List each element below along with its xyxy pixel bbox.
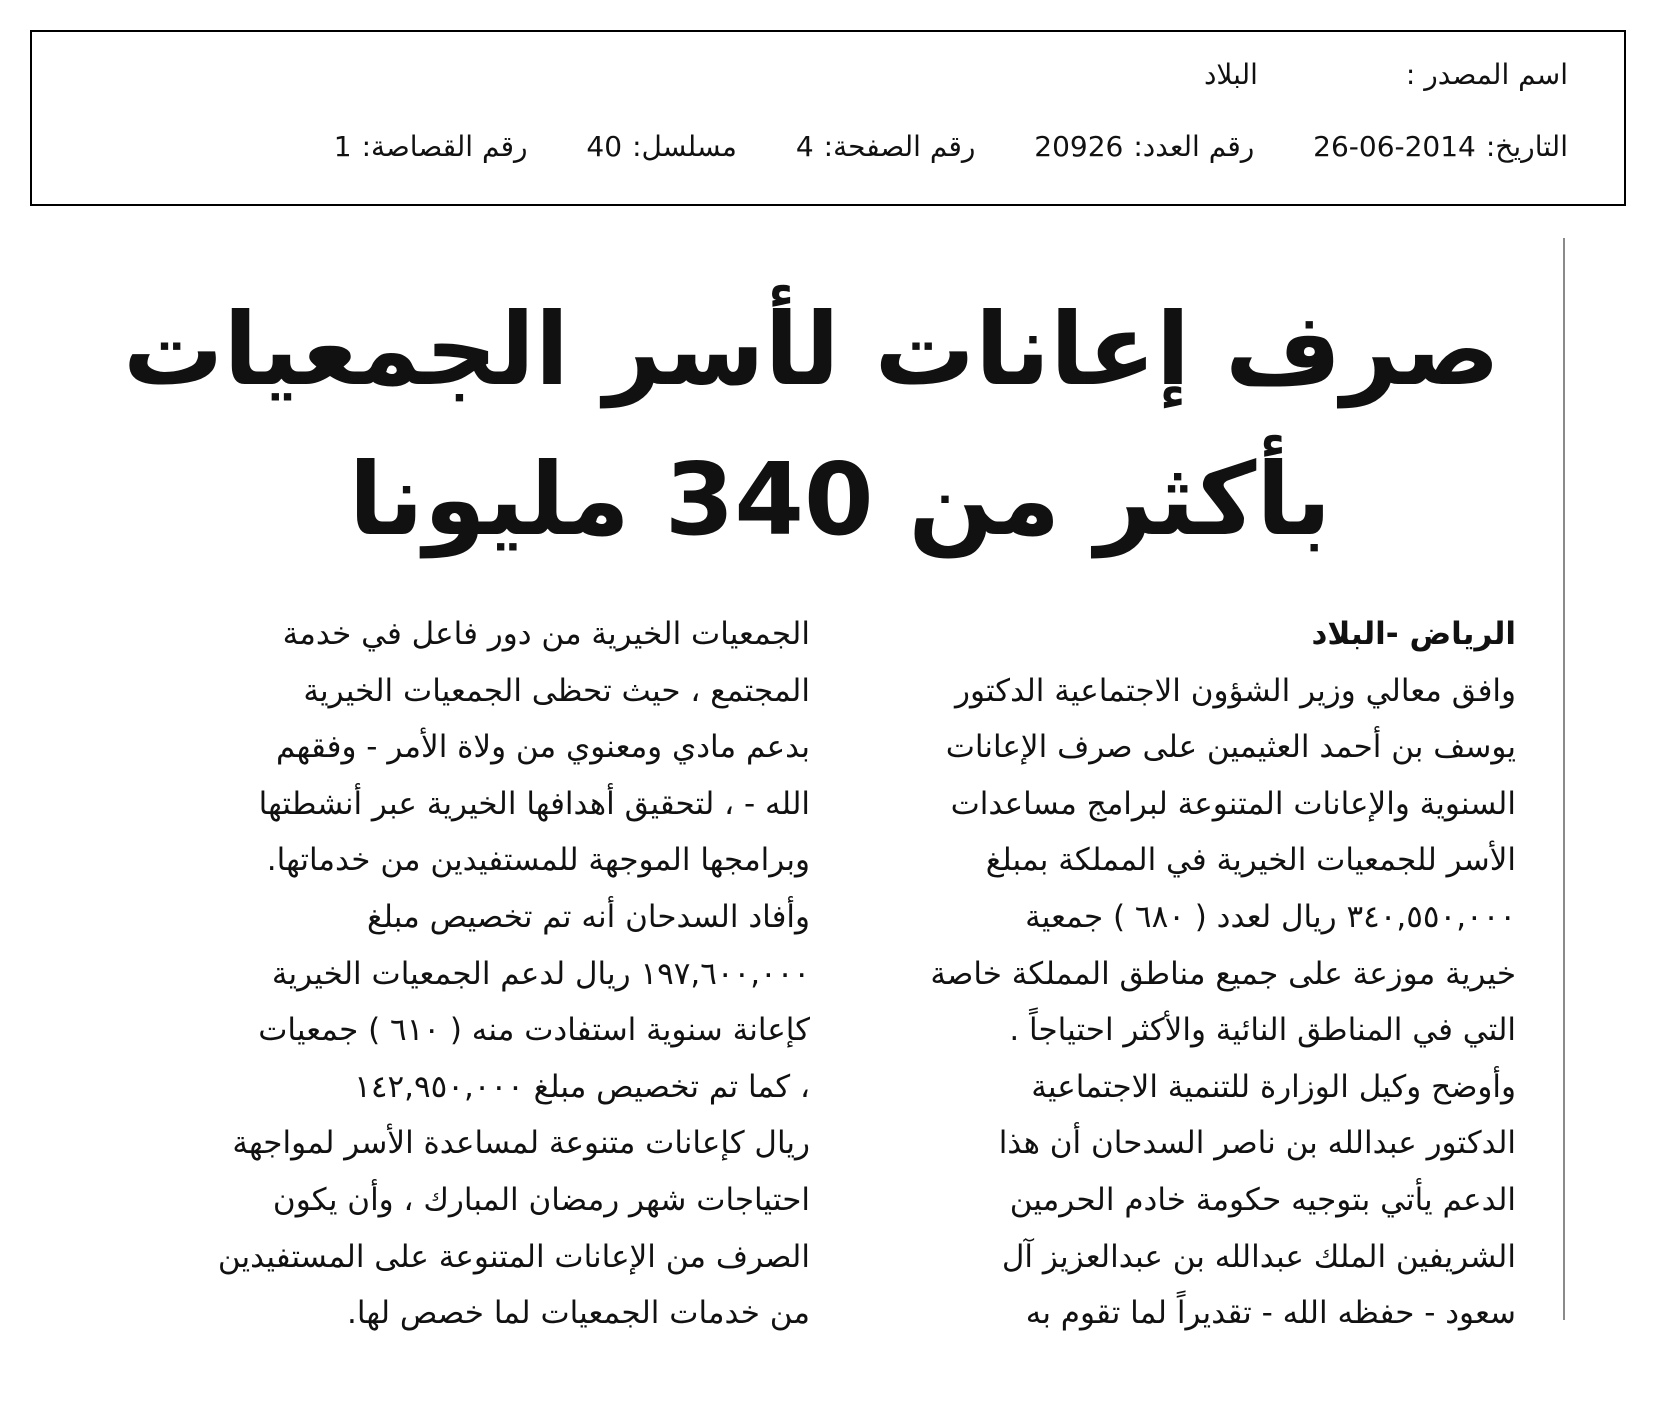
body-line: الله - ، لتحقيق أهدافها الخيرية عبر أنشطتها	[258, 785, 810, 822]
clipping-info-box	[30, 30, 1626, 206]
serial-label: مسلسل:	[632, 130, 737, 163]
body-line: سعود - حفظه الله - تقديراً لما تقوم به	[1025, 1295, 1516, 1332]
body-line: السنوية والإعانات المتنوعة لبرامج مساعدات	[950, 785, 1516, 822]
body-line: ١٩٧,٦٠٠,٠٠٠ ريال لدعم الجمعيات الخيرية	[271, 955, 810, 992]
body-line: من خدمات الجمعيات لما خصص لها.	[347, 1295, 810, 1332]
clipping-number-label: رقم القصاصة:	[361, 130, 528, 163]
issue-number-field	[1034, 130, 1254, 164]
body-line: وأفاد السدحان أنه تم تخصيص مبلغ	[367, 898, 810, 935]
body-line: الدعم يأتي بتوجيه حكومة خادم الحرمين	[1009, 1181, 1516, 1218]
serial-field	[586, 130, 737, 164]
body-line: ، كما تم تخصيص مبلغ ١٤٢,٩٥٠,٠٠٠	[354, 1068, 810, 1105]
date-value: 26-06-2014	[1313, 130, 1476, 163]
body-line: كإعانة سنوية استفادت منه ( ٦١٠ ) جمعيات	[258, 1012, 810, 1049]
source-row	[1204, 58, 1568, 92]
date-field	[1313, 130, 1568, 164]
body-line: الشريفين الملك عبدالله بن عبدالعزيز آل	[1001, 1238, 1516, 1275]
clipping-number-field	[334, 130, 528, 164]
source-label: اسم المصدر :	[1405, 58, 1568, 91]
body-line: يوسف بن أحمد العثيمين على صرف الإعانات	[945, 729, 1516, 766]
body-line: الجمعيات الخيرية من دور فاعل في خدمة	[282, 616, 810, 652]
clipping-number-value: 1	[333, 130, 352, 163]
body-line: التي في المناطق النائية والأكثر احتياجاً .	[1009, 1012, 1516, 1049]
column-rule	[1563, 238, 1565, 1320]
body-line: ٣٤٠,٥٥٠,٠٠٠ ريال لعدد ( ٦٨٠ ) جمعية	[1025, 898, 1516, 935]
dateline: الرياض -البلاد	[1311, 616, 1516, 652]
serial-value: 40	[586, 130, 623, 163]
article-column-right	[856, 606, 1516, 1342]
body-line: الأسر للجمعيات الخيرية في المملكة بمبلغ	[985, 842, 1516, 879]
source-value: البلاد	[1203, 58, 1258, 91]
body-line: وافق معالي وزير الشؤون الاجتماعية الدكتور	[954, 672, 1516, 709]
body-line: وبرامجها الموجهة للمستفيدين من خدماتها.	[266, 842, 810, 879]
body-line: خيرية موزعة على جميع مناطق المملكة خاصة	[930, 955, 1516, 992]
headline-line-2: بأكثر من 340 مليونا	[348, 441, 1332, 558]
body-line: ريال كإعانات متنوعة لمساعدة الأسر لمواجهة	[232, 1125, 810, 1162]
page-number-label: رقم الصفحة:	[823, 130, 976, 163]
issue-number-label: رقم العدد:	[1133, 130, 1255, 163]
body-line: وأوضح وكيل الوزارة للتنمية الاجتماعية	[1031, 1068, 1516, 1105]
meta-row	[334, 130, 1568, 164]
page-number-field	[796, 130, 976, 164]
article-column-left	[160, 606, 810, 1342]
body-line: احتياجات شهر رمضان المبارك ، وأن يكون	[272, 1181, 810, 1218]
body-line: المجتمع ، حيث تحظى الجمعيات الخيرية	[303, 672, 810, 709]
date-label: التاريخ:	[1485, 130, 1568, 163]
issue-number-value: 20926	[1034, 130, 1124, 163]
body-line: الصرف من الإعانات المتنوعة على المستفيدين	[217, 1238, 810, 1275]
body-line: الدكتور عبدالله بن ناصر السدحان أن هذا	[998, 1125, 1516, 1162]
body-line: بدعم مادي ومعنوي من ولاة الأمر - وفقهم	[276, 729, 810, 766]
headline-line-1: صرف إعانات لأسر الجمعيات	[122, 291, 1500, 408]
page-number-value: 4	[795, 130, 814, 163]
